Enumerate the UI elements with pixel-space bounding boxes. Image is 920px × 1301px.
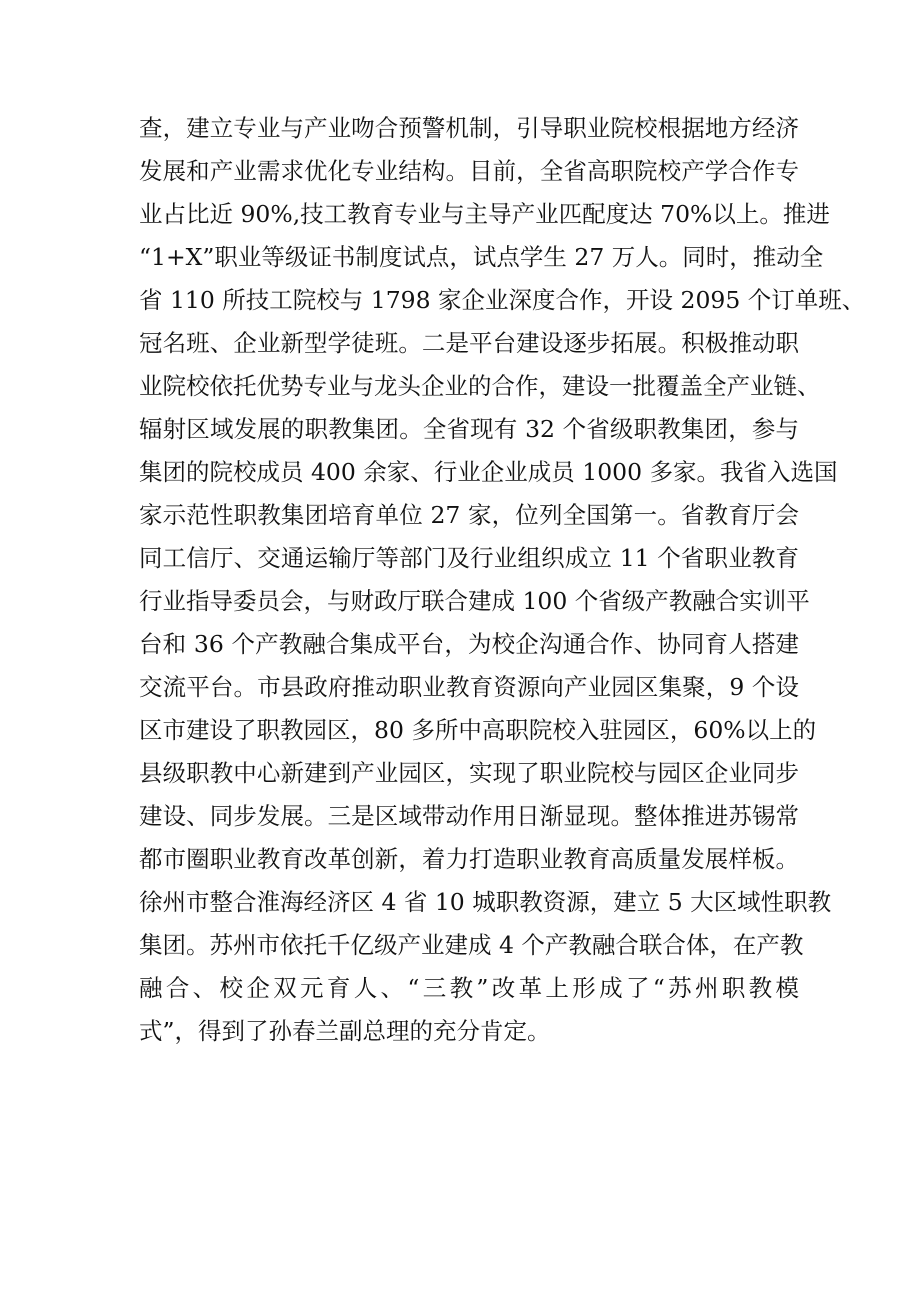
text-line: 集团。苏州市依托千亿级产业建成 4 个产教融合联合体，在产教 <box>139 931 804 959</box>
text-line: 省 110 所技工院校与 1798 家企业深度合作，开设 2095 个订单班、 <box>139 286 866 314</box>
text-line: 区市建设了职教园区，80 多所中高职院校入驻园区，60%以上的 <box>139 716 817 744</box>
text-line: 业院校依托优势专业与龙头企业的合作，建设一批覆盖全产业链、 <box>139 372 821 400</box>
text-line: 辐射区域发展的职教集团。全省现有 32 个省级职教集团，参与 <box>139 415 799 443</box>
text-line: 发展和产业需求优化专业结构。目前，全省高职院校产学合作专 <box>139 157 799 185</box>
text-line: 行业指导委员会，与财政厅联合建成 100 个省级产教融合实训平 <box>139 587 810 615</box>
body-paragraph <box>139 107 866 1053</box>
text-line: 冠名班、企业新型学徒班。二是平台建设逐步拓展。积极推动职 <box>139 329 799 357</box>
text-line: 集团的院校成员 400 余家、行业企业成员 1000 多家。我省入选国 <box>139 458 838 486</box>
text-line: 同工信厅、交通运输厅等部门及行业组织成立 11 个省职业教育 <box>139 544 799 572</box>
text-line: 式”，得到了孙春兰副总理的充分肯定。 <box>139 1017 551 1045</box>
text-line: 业占比近 90%,技工教育专业与主导产业匹配度达 70%以上。推进 <box>139 200 830 228</box>
text-line: 家示范性职教集团培育单位 27 家，位列全国第一。省教育厅会 <box>139 501 799 529</box>
text-line: 查，建立专业与产业吻合预警机制，引导职业院校根据地方经济 <box>139 114 799 142</box>
text-line: 融合、校企双元育人、“三教”改革上形成了“苏州职教模 <box>139 974 799 1002</box>
text-line: 都市圈职业教育改革创新，着力打造职业教育高质量发展样板。 <box>139 845 799 873</box>
text-line: 建设、同步发展。三是区域带动作用日渐显现。整体推进苏锡常 <box>139 802 799 830</box>
text-line: 县级职教中心新建到产业园区，实现了职业院校与园区企业同步 <box>139 759 799 787</box>
text-line: 徐州市整合淮海经济区 4 省 10 城职教资源，建立 5 大区域性职教 <box>139 888 832 916</box>
text-line: “1+X”职业等级证书制度试点，试点学生 27 万人。同时，推动全 <box>139 243 824 271</box>
text-line: 交流平台。市县政府推动职业教育资源向产业园区集聚，9 个设 <box>139 673 799 701</box>
text-line: 台和 36 个产教融合集成平台，为校企沟通合作、协同育人搭建 <box>139 630 799 658</box>
